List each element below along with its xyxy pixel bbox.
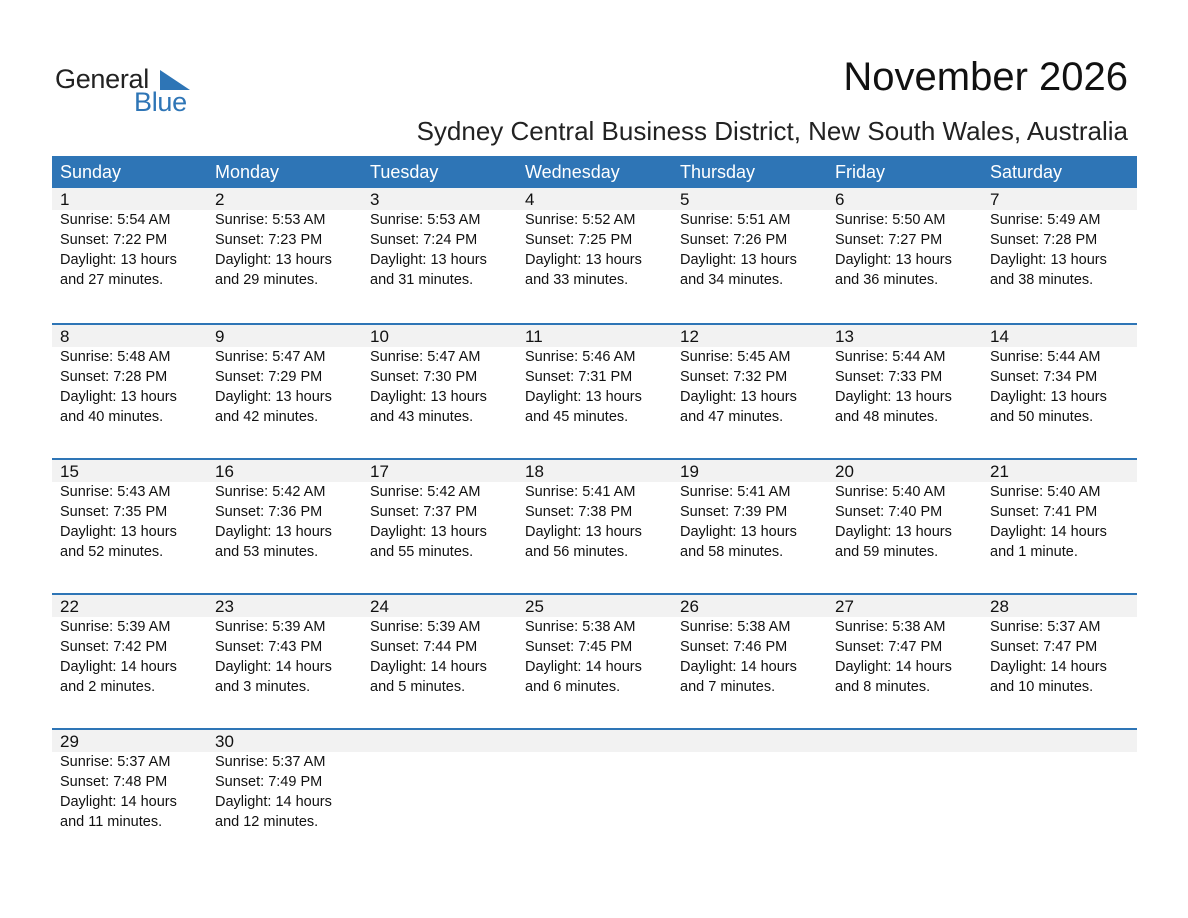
sunrise-text: Sunrise: 5:39 AM xyxy=(60,619,171,635)
day-cell xyxy=(52,460,207,562)
daylight-text: Daylight: 13 hours xyxy=(60,389,177,405)
weekday-monday: Monday xyxy=(215,162,280,182)
daylight-minutes-text: and 10 minutes. xyxy=(990,679,1094,695)
sunrise-text: Sunrise: 5:49 AM xyxy=(990,212,1101,228)
day-cell xyxy=(672,460,827,562)
day-number: 20 xyxy=(835,462,854,481)
daylight-text: Daylight: 13 hours xyxy=(990,252,1107,268)
daylight-minutes-text: and 29 minutes. xyxy=(215,272,319,288)
day-number: 12 xyxy=(680,327,699,346)
daylight-text: Daylight: 13 hours xyxy=(370,524,487,540)
daylight-text: Daylight: 14 hours xyxy=(60,659,177,675)
daylight-minutes-text: and 11 minutes. xyxy=(60,814,163,830)
day-cell xyxy=(827,325,982,427)
day-cell xyxy=(362,325,517,427)
day-number: 14 xyxy=(990,327,1009,346)
daylight-minutes-text: and 52 minutes. xyxy=(60,544,164,560)
sunrise-text: Sunrise: 5:37 AM xyxy=(215,754,326,770)
logo-text-blue: Blue xyxy=(134,87,187,117)
sunrise-text: Sunrise: 5:51 AM xyxy=(680,212,791,228)
daylight-minutes-text: and 36 minutes. xyxy=(835,272,939,288)
daylight-text: Daylight: 14 hours xyxy=(215,794,332,810)
day-number: 19 xyxy=(680,462,699,481)
location-subtitle: Sydney Central Business District, New South Wales, Australia xyxy=(416,116,1128,146)
sunset-text: Sunset: 7:34 PM xyxy=(990,369,1098,385)
sunset-text: Sunset: 7:26 PM xyxy=(680,232,788,248)
day-cell xyxy=(827,595,982,697)
day-number: 10 xyxy=(370,327,389,346)
sunrise-text: Sunrise: 5:42 AM xyxy=(215,484,326,500)
daylight-text: Daylight: 13 hours xyxy=(990,389,1107,405)
calendar-weeks xyxy=(52,188,1137,863)
day-number: 17 xyxy=(370,462,389,481)
daylight-minutes-text: and 59 minutes. xyxy=(835,544,939,560)
daylight-text: Daylight: 14 hours xyxy=(60,794,177,810)
sunset-text: Sunset: 7:25 PM xyxy=(525,232,633,248)
day-cell xyxy=(827,460,982,562)
daylight-minutes-text: and 34 minutes. xyxy=(680,272,784,288)
weekday-thursday: Thursday xyxy=(680,162,756,182)
daylight-minutes-text: and 45 minutes. xyxy=(525,409,629,425)
sunrise-text: Sunrise: 5:41 AM xyxy=(680,484,791,500)
sunset-text: Sunset: 7:24 PM xyxy=(370,232,478,248)
sunrise-text: Sunrise: 5:52 AM xyxy=(525,212,636,228)
daylight-text: Daylight: 13 hours xyxy=(835,389,952,405)
sunrise-text: Sunrise: 5:50 AM xyxy=(835,212,946,228)
sunrise-text: Sunrise: 5:38 AM xyxy=(680,619,791,635)
daylight-text: Daylight: 13 hours xyxy=(525,524,642,540)
sunrise-text: Sunrise: 5:42 AM xyxy=(370,484,481,500)
day-cell xyxy=(672,595,827,697)
sunrise-text: Sunrise: 5:37 AM xyxy=(990,619,1101,635)
day-cell xyxy=(52,595,207,697)
day-cell xyxy=(517,325,672,427)
sunset-text: Sunset: 7:23 PM xyxy=(215,232,323,248)
sunrise-text: Sunrise: 5:46 AM xyxy=(525,349,636,365)
day-cell xyxy=(362,595,517,697)
daylight-text: Daylight: 13 hours xyxy=(835,252,952,268)
daylight-minutes-text: and 2 minutes. xyxy=(60,679,156,695)
sunrise-text: Sunrise: 5:41 AM xyxy=(525,484,636,500)
day-number: 11 xyxy=(525,327,543,346)
weekday-tuesday: Tuesday xyxy=(370,162,439,182)
day-number: 21 xyxy=(990,462,1009,481)
daylight-text: Daylight: 14 hours xyxy=(215,659,332,675)
daylight-text: Daylight: 13 hours xyxy=(370,252,487,268)
sunset-text: Sunset: 7:27 PM xyxy=(835,232,943,248)
daylight-minutes-text: and 50 minutes. xyxy=(990,409,1094,425)
sunset-text: Sunset: 7:32 PM xyxy=(680,369,788,385)
sunrise-text: Sunrise: 5:53 AM xyxy=(370,212,481,228)
daylight-text: Daylight: 14 hours xyxy=(990,524,1107,540)
day-number: 9 xyxy=(215,327,225,346)
daylight-text: Daylight: 13 hours xyxy=(60,524,177,540)
sunrise-text: Sunrise: 5:44 AM xyxy=(835,349,946,365)
weekday-friday: Friday xyxy=(835,162,886,182)
month-title: November 2026 xyxy=(843,55,1128,99)
day-number: 25 xyxy=(525,597,544,616)
daylight-text: Daylight: 13 hours xyxy=(215,389,332,405)
weekday-wednesday: Wednesday xyxy=(525,162,620,182)
day-cell xyxy=(982,188,1137,290)
day-number: 16 xyxy=(215,462,234,481)
day-number: 27 xyxy=(835,597,854,616)
weekday-sunday: Sunday xyxy=(60,162,122,182)
day-cell xyxy=(982,325,1137,427)
week-row xyxy=(52,323,1137,458)
sunrise-text: Sunrise: 5:54 AM xyxy=(60,212,171,228)
daylight-minutes-text: and 38 minutes. xyxy=(990,272,1094,288)
logo-text-general: General xyxy=(55,64,149,94)
day-cell xyxy=(517,595,672,697)
brand-logo xyxy=(55,64,205,118)
daylight-minutes-text: and 56 minutes. xyxy=(525,544,629,560)
sunset-text: Sunset: 7:28 PM xyxy=(990,232,1098,248)
weekday-header xyxy=(52,156,1137,188)
day-number: 22 xyxy=(60,597,79,616)
daylight-minutes-text: and 43 minutes. xyxy=(370,409,474,425)
sunset-text: Sunset: 7:30 PM xyxy=(370,369,478,385)
sunrise-text: Sunrise: 5:39 AM xyxy=(215,619,326,635)
day-number: 6 xyxy=(835,190,845,209)
sunrise-text: Sunrise: 5:39 AM xyxy=(370,619,481,635)
daylight-text: Daylight: 14 hours xyxy=(990,659,1107,675)
day-cell xyxy=(982,595,1137,697)
day-cell xyxy=(982,460,1137,562)
sunrise-text: Sunrise: 5:38 AM xyxy=(835,619,946,635)
sunset-text: Sunset: 7:49 PM xyxy=(215,774,323,790)
sunrise-text: Sunrise: 5:48 AM xyxy=(60,349,171,365)
sunset-text: Sunset: 7:47 PM xyxy=(835,639,943,655)
daylight-text: Daylight: 13 hours xyxy=(215,524,332,540)
daylight-text: Daylight: 13 hours xyxy=(370,389,487,405)
day-number: 24 xyxy=(370,597,389,616)
week-row xyxy=(52,593,1137,728)
sunset-text: Sunset: 7:41 PM xyxy=(990,504,1098,520)
day-number: 4 xyxy=(525,190,535,209)
daylight-minutes-text: and 58 minutes. xyxy=(680,544,784,560)
daylight-minutes-text: and 47 minutes. xyxy=(680,409,784,425)
day-number: 5 xyxy=(680,190,690,209)
week-row xyxy=(52,728,1137,863)
day-cell xyxy=(52,188,207,290)
day-cell xyxy=(672,188,827,290)
week-row xyxy=(52,458,1137,593)
daylight-text: Daylight: 13 hours xyxy=(525,252,642,268)
sunrise-text: Sunrise: 5:37 AM xyxy=(60,754,171,770)
day-cell xyxy=(52,325,207,427)
sunrise-text: Sunrise: 5:47 AM xyxy=(370,349,481,365)
day-number: 7 xyxy=(990,190,1000,209)
sunset-text: Sunset: 7:44 PM xyxy=(370,639,478,655)
daylight-minutes-text: and 6 minutes. xyxy=(525,679,621,695)
sunrise-text: Sunrise: 5:53 AM xyxy=(215,212,326,228)
day-cell xyxy=(362,460,517,562)
daylight-minutes-text: and 3 minutes. xyxy=(215,679,311,695)
sunrise-text: Sunrise: 5:40 AM xyxy=(835,484,946,500)
daylight-text: Daylight: 14 hours xyxy=(370,659,487,675)
daylight-minutes-text: and 8 minutes. xyxy=(835,679,931,695)
day-number: 18 xyxy=(525,462,544,481)
day-number: 3 xyxy=(370,190,380,209)
daylight-text: Daylight: 13 hours xyxy=(525,389,642,405)
day-number: 8 xyxy=(60,327,70,346)
day-cell xyxy=(517,188,672,290)
daylight-text: Daylight: 13 hours xyxy=(680,524,797,540)
sunset-text: Sunset: 7:37 PM xyxy=(370,504,478,520)
daylight-minutes-text: and 53 minutes. xyxy=(215,544,319,560)
day-cell xyxy=(207,595,362,697)
daylight-minutes-text: and 33 minutes. xyxy=(525,272,629,288)
daylight-text: Daylight: 14 hours xyxy=(680,659,797,675)
weekday-saturday: Saturday xyxy=(990,162,1063,182)
daylight-minutes-text: and 5 minutes. xyxy=(370,679,466,695)
day-cell xyxy=(207,460,362,562)
sunset-text: Sunset: 7:29 PM xyxy=(215,369,323,385)
week-row xyxy=(52,188,1137,323)
day-cell xyxy=(672,325,827,427)
daylight-text: Daylight: 13 hours xyxy=(215,252,332,268)
sunrise-text: Sunrise: 5:43 AM xyxy=(60,484,171,500)
daylight-minutes-text: and 7 minutes. xyxy=(680,679,776,695)
sunset-text: Sunset: 7:39 PM xyxy=(680,504,788,520)
daylight-text: Daylight: 13 hours xyxy=(680,252,797,268)
sunset-text: Sunset: 7:36 PM xyxy=(215,504,323,520)
daylight-text: Daylight: 13 hours xyxy=(680,389,797,405)
daylight-text: Daylight: 13 hours xyxy=(835,524,952,540)
day-number: 23 xyxy=(215,597,234,616)
sunset-text: Sunset: 7:42 PM xyxy=(60,639,168,655)
sunset-text: Sunset: 7:33 PM xyxy=(835,369,943,385)
day-number: 29 xyxy=(60,732,79,751)
day-number: 15 xyxy=(60,462,79,481)
sunrise-text: Sunrise: 5:40 AM xyxy=(990,484,1101,500)
daylight-minutes-text: and 42 minutes. xyxy=(215,409,319,425)
sunrise-text: Sunrise: 5:38 AM xyxy=(525,619,636,635)
sunset-text: Sunset: 7:45 PM xyxy=(525,639,633,655)
sunset-text: Sunset: 7:28 PM xyxy=(60,369,168,385)
daylight-text: Daylight: 13 hours xyxy=(60,252,177,268)
day-number: 13 xyxy=(835,327,854,346)
day-cell xyxy=(52,730,207,832)
sunset-text: Sunset: 7:43 PM xyxy=(215,639,323,655)
sunset-text: Sunset: 7:48 PM xyxy=(60,774,168,790)
daylight-minutes-text: and 40 minutes. xyxy=(60,409,164,425)
day-number: 2 xyxy=(215,190,225,209)
day-number: 30 xyxy=(215,732,234,751)
sunset-text: Sunset: 7:47 PM xyxy=(990,639,1098,655)
day-cell xyxy=(207,325,362,427)
sunrise-text: Sunrise: 5:45 AM xyxy=(680,349,791,365)
day-cell xyxy=(517,460,672,562)
daylight-minutes-text: and 27 minutes. xyxy=(60,272,164,288)
sunrise-text: Sunrise: 5:47 AM xyxy=(215,349,326,365)
sunset-text: Sunset: 7:40 PM xyxy=(835,504,943,520)
day-cell xyxy=(207,730,362,832)
daylight-minutes-text: and 12 minutes. xyxy=(215,814,319,830)
daylight-text: Daylight: 14 hours xyxy=(525,659,642,675)
day-number: 26 xyxy=(680,597,699,616)
day-cell xyxy=(207,188,362,290)
daylight-minutes-text: and 55 minutes. xyxy=(370,544,474,560)
day-number: 1 xyxy=(60,190,70,209)
daylight-minutes-text: and 1 minute. xyxy=(990,544,1078,560)
day-cell xyxy=(827,188,982,290)
sunset-text: Sunset: 7:35 PM xyxy=(60,504,168,520)
daylight-text: Daylight: 14 hours xyxy=(835,659,952,675)
daylight-minutes-text: and 48 minutes. xyxy=(835,409,939,425)
daylight-minutes-text: and 31 minutes. xyxy=(370,272,474,288)
day-cell xyxy=(362,188,517,290)
sunset-text: Sunset: 7:46 PM xyxy=(680,639,788,655)
calendar-grid xyxy=(52,156,1137,863)
sunrise-text: Sunrise: 5:44 AM xyxy=(990,349,1101,365)
day-number: 28 xyxy=(990,597,1009,616)
sunset-text: Sunset: 7:31 PM xyxy=(525,369,633,385)
sunset-text: Sunset: 7:38 PM xyxy=(525,504,633,520)
sunset-text: Sunset: 7:22 PM xyxy=(60,232,168,248)
